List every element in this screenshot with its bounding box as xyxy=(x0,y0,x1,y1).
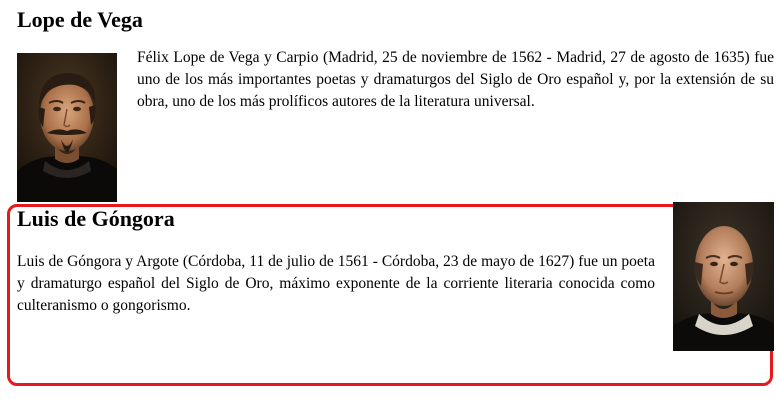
luis-de-gongora-portrait xyxy=(673,202,774,351)
portrait-lope-de-vega-icon xyxy=(17,53,117,202)
portrait-luis-de-gongora-icon xyxy=(673,202,774,351)
lope-de-vega-heading: Lope de Vega xyxy=(17,7,143,32)
luis-de-gongora-heading: Luis de Góngora xyxy=(17,206,175,231)
lope-de-vega-paragraph: Félix Lope de Vega y Carpio (Madrid, 25 de noviembre de 1562 - Madrid, 27 de agosto de 1635) fue uno de los más importantes poetas y dramaturgos del Siglo de Oro español y, por la extensión de su obra, uno de los más prolíficos autores de la literatura universal. xyxy=(137,49,774,110)
lope-de-vega-portrait xyxy=(17,53,117,202)
luis-de-gongora-paragraph: Luis de Góngora y Argote (Córdoba, 11 de julio de 1561 - Córdoba, 23 de mayo de 1627) fue un poeta y dramaturgo español del Siglo de Oro, máximo exponente de la corriente literaria conocida como culteranismo o gongorismo. xyxy=(17,253,655,314)
